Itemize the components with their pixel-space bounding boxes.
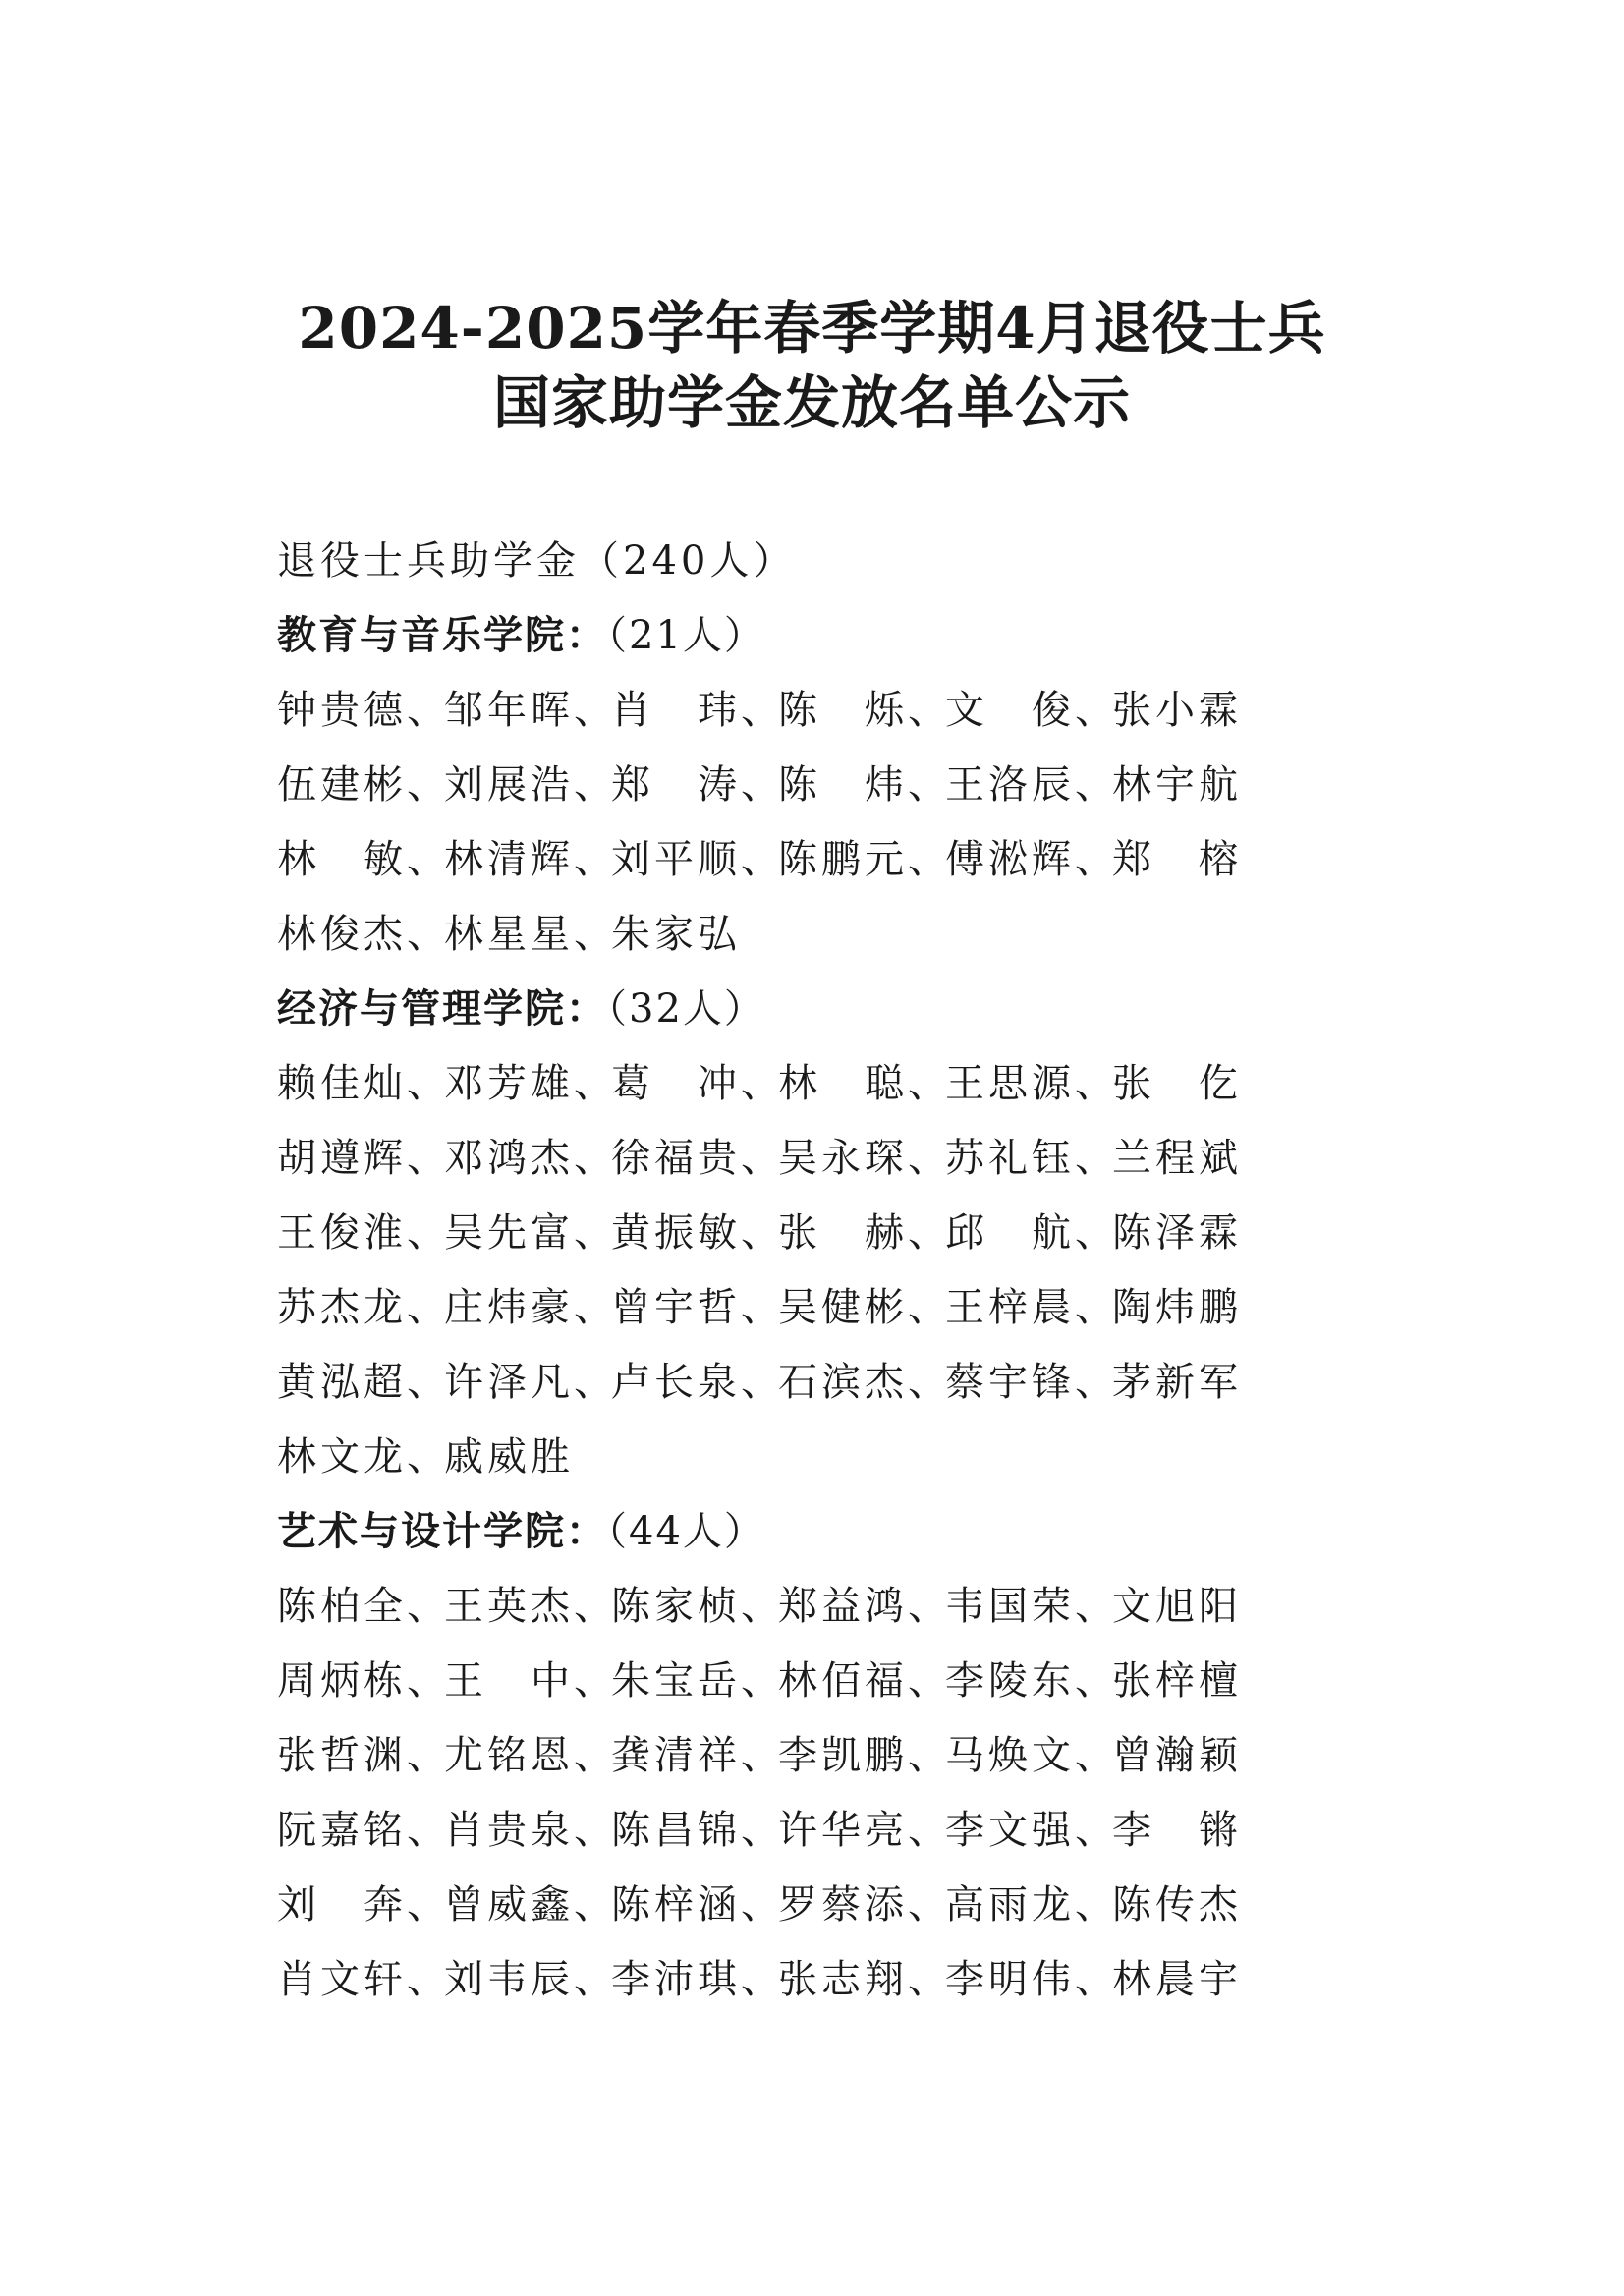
student-name: 刘 奔: [277, 1882, 407, 1928]
student-name: 兰程斌: [1112, 1136, 1242, 1181]
student-name: 王洛辰: [945, 762, 1075, 808]
name-separator: 、: [574, 1285, 617, 1330]
student-name: 林俊杰: [277, 912, 407, 957]
student-name: 陈传杰: [1112, 1882, 1242, 1928]
name-separator: 、: [908, 1136, 951, 1181]
name-entry: [277, 1270, 450, 1345]
student-name: 曾瀚颖: [1112, 1733, 1242, 1778]
name-entry: [277, 1569, 450, 1644]
name-entry: [1112, 1644, 1279, 1718]
name-entry: [1112, 1718, 1279, 1793]
name-entry: [1112, 1270, 1279, 1345]
name-separator: 、: [407, 1658, 450, 1704]
name-separator: 、: [1075, 1210, 1118, 1256]
name-separator: 、: [741, 1210, 784, 1256]
student-name: 郑益鸿: [778, 1584, 908, 1629]
name-entry: [1112, 1345, 1279, 1420]
student-name: 李文强: [945, 1808, 1075, 1853]
name-entry: [778, 1345, 951, 1420]
name-entry: [778, 1718, 951, 1793]
name-entry: [1112, 1868, 1279, 1942]
student-name: 许华亮: [778, 1808, 908, 1853]
name-separator: 、: [741, 1733, 784, 1778]
name-entry: [611, 1569, 784, 1644]
student-name: 陈昌锦: [611, 1808, 741, 1853]
name-entry: [945, 1718, 1118, 1793]
student-name: 林文龙: [277, 1434, 407, 1480]
name-separator: 、: [1075, 1285, 1118, 1330]
name-separator: 、: [574, 1061, 617, 1106]
student-name: 陈鹏元: [778, 837, 908, 882]
student-name: 李沛琪: [611, 1957, 741, 2002]
name-entry: [444, 1868, 617, 1942]
student-name: 刘平顺: [611, 837, 741, 882]
name-entry: [778, 1270, 951, 1345]
name-separator: 、: [1075, 1808, 1118, 1853]
student-name: 罗蔡添: [778, 1882, 908, 1928]
student-name: 肖文轩: [277, 1957, 407, 2002]
name-separator: 、: [407, 1733, 450, 1778]
name-entry: [277, 822, 450, 897]
name-separator: 、: [574, 762, 617, 808]
name-separator: 、: [741, 1360, 784, 1405]
name-entry: [1112, 748, 1279, 822]
name-separator: 、: [407, 1285, 450, 1330]
student-name: 高雨龙: [945, 1882, 1075, 1928]
student-name: 林 敏: [277, 837, 407, 882]
student-name: 李陵东: [945, 1658, 1075, 1704]
student-name: 王英杰: [444, 1584, 574, 1629]
name-separator: 、: [574, 1360, 617, 1405]
name-entry: [778, 748, 951, 822]
name-entry: [611, 1345, 784, 1420]
student-name: 徐福贵: [611, 1136, 741, 1181]
name-separator: 、: [741, 1658, 784, 1704]
student-name: 卢长泉: [611, 1360, 741, 1405]
student-name: 赖佳灿: [277, 1061, 407, 1106]
document-body: [277, 524, 1279, 2017]
name-entry: [611, 1270, 784, 1345]
student-name: 林晨宇: [1112, 1957, 1242, 2002]
name-entry: [277, 1718, 450, 1793]
student-name: 林星星: [444, 912, 574, 957]
student-name: 林宇航: [1112, 762, 1242, 808]
name-entry: [277, 1121, 450, 1196]
name-separator: 、: [1075, 1658, 1118, 1704]
name-separator: 、: [407, 837, 450, 882]
student-name: 钟贵德: [277, 688, 407, 733]
name-separator: 、: [1075, 1136, 1118, 1181]
name-entry: [444, 1569, 617, 1644]
name-entry: [277, 1046, 450, 1121]
name-separator: 、: [908, 1285, 951, 1330]
name-separator: 、: [1075, 1882, 1118, 1928]
name-separator: 、: [574, 1808, 617, 1853]
name-entry: [778, 1644, 951, 1718]
name-entry: [277, 1196, 450, 1270]
name-separator: 、: [908, 1882, 951, 1928]
name-separator: 、: [574, 1733, 617, 1778]
name-entry: [277, 1644, 450, 1718]
student-name: 王思源: [945, 1061, 1075, 1106]
student-name: 李明伟: [945, 1957, 1075, 2002]
name-entry: [444, 1644, 617, 1718]
name-entry: [444, 1345, 617, 1420]
name-entry: [444, 822, 617, 897]
name-entry: [611, 748, 784, 822]
name-separator: 、: [908, 1808, 951, 1853]
student-name: 吴永琛: [778, 1136, 908, 1181]
name-entry: [444, 1718, 617, 1793]
student-name: 苏礼钰: [945, 1136, 1075, 1181]
student-name: 肖贵泉: [444, 1808, 574, 1853]
name-separator: 、: [1075, 1957, 1118, 2002]
name-entry: [444, 897, 617, 972]
name-entry: [1112, 673, 1279, 748]
student-name: 林清辉: [444, 837, 574, 882]
name-entry: [611, 897, 778, 972]
name-entry: [945, 1121, 1118, 1196]
student-name: 刘韦辰: [444, 1957, 574, 2002]
summary-line: 退役士兵助学金（240人）: [277, 538, 797, 584]
name-entry: [945, 1270, 1118, 1345]
student-name: 邱 航: [945, 1210, 1075, 1256]
name-entry: [945, 822, 1118, 897]
name-entry: [945, 1644, 1118, 1718]
name-separator: 、: [1075, 1733, 1118, 1778]
student-name: 陶炜鹏: [1112, 1285, 1242, 1330]
student-name: 文旭阳: [1112, 1584, 1242, 1629]
student-name: 傅淞辉: [945, 837, 1075, 882]
student-name: 蔡宇锋: [945, 1360, 1075, 1405]
name-separator: 、: [908, 1360, 951, 1405]
name-separator: 、: [407, 688, 450, 733]
student-name: 张 赫: [778, 1210, 908, 1256]
student-name: 黄泓超: [277, 1360, 407, 1405]
name-entry: [277, 1793, 450, 1868]
name-entry: [1112, 1793, 1279, 1868]
name-entry: [611, 1793, 784, 1868]
name-entry: [945, 1569, 1118, 1644]
student-name: 王 中: [444, 1658, 574, 1704]
student-name: 文 俊: [945, 688, 1075, 733]
name-separator: 、: [1075, 762, 1118, 808]
student-name: 陈家桢: [611, 1584, 741, 1629]
name-separator: 、: [574, 1882, 617, 1928]
name-separator: 、: [1075, 688, 1118, 733]
name-entry: [444, 1196, 617, 1270]
student-name: 陈梓涵: [611, 1882, 741, 1928]
student-name: 张梓檀: [1112, 1658, 1242, 1704]
student-name: 尤铭恩: [444, 1733, 574, 1778]
name-entry: [444, 1420, 611, 1494]
name-entry: [778, 1569, 951, 1644]
student-name: 刘展浩: [444, 762, 574, 808]
name-entry: [1112, 1121, 1279, 1196]
name-entry: [1112, 822, 1279, 897]
student-name: 李凯鹏: [778, 1733, 908, 1778]
name-separator: 、: [574, 912, 617, 957]
name-separator: 、: [1075, 1061, 1118, 1106]
name-entry: [444, 673, 617, 748]
name-separator: 、: [741, 1808, 784, 1853]
student-name: 许泽凡: [444, 1360, 574, 1405]
name-entry: [611, 1121, 784, 1196]
name-separator: 、: [407, 1882, 450, 1928]
name-separator: 、: [407, 1808, 450, 1853]
name-entry: [945, 1868, 1118, 1942]
name-separator: 、: [741, 762, 784, 808]
name-separator: 、: [407, 1061, 450, 1106]
name-entry: [945, 1793, 1118, 1868]
student-name: 阮嘉铭: [277, 1808, 407, 1853]
name-entry: [611, 1942, 784, 2017]
name-entry: [945, 1345, 1118, 1420]
name-separator: 、: [908, 1957, 951, 2002]
name-separator: 、: [407, 1957, 450, 2002]
name-separator: 、: [741, 837, 784, 882]
name-separator: 、: [741, 1285, 784, 1330]
name-list: [277, 673, 1279, 972]
name-entry: [611, 1868, 784, 1942]
student-name: 曾威鑫: [444, 1882, 574, 1928]
student-name: 郑 涛: [611, 762, 741, 808]
name-entry: [1112, 1942, 1279, 2017]
name-list: [277, 1569, 1279, 2017]
name-entry: [778, 1793, 951, 1868]
name-entry: [945, 1942, 1118, 2017]
student-name: 石滨杰: [778, 1360, 908, 1405]
name-separator: 、: [574, 1136, 617, 1181]
name-entry: [277, 897, 450, 972]
student-name: 陈 烁: [778, 688, 908, 733]
name-entry: [611, 673, 784, 748]
document-title-line2: 国家助学金发放名单公示: [492, 369, 1131, 436]
name-entry: [945, 673, 1118, 748]
name-list: [277, 1046, 1279, 1494]
name-separator: 、: [741, 1957, 784, 2002]
student-name: 庄炜豪: [444, 1285, 574, 1330]
student-name: 胡遵辉: [277, 1136, 407, 1181]
name-entry: [778, 822, 951, 897]
student-name: 茅新军: [1112, 1360, 1242, 1405]
student-name: 邹年晖: [444, 688, 574, 733]
college-sections: [277, 598, 1279, 2017]
student-name: 伍建彬: [277, 762, 407, 808]
name-separator: 、: [574, 688, 617, 733]
name-entry: [945, 1196, 1118, 1270]
name-entry: [778, 1868, 951, 1942]
name-entry: [444, 1046, 617, 1121]
student-name: 吴先富: [444, 1210, 574, 1256]
section-count: （21人）: [607, 613, 765, 658]
student-name: 马焕文: [945, 1733, 1075, 1778]
name-separator: 、: [1075, 1584, 1118, 1629]
name-entry: [611, 822, 784, 897]
name-entry: [444, 748, 617, 822]
name-entry: [277, 1942, 450, 2017]
name-separator: 、: [741, 1882, 784, 1928]
student-name: 林佰福: [778, 1658, 908, 1704]
student-name: 邓芳雄: [444, 1061, 574, 1106]
student-name: 李 锵: [1112, 1808, 1242, 1853]
student-name: 葛 冲: [611, 1061, 741, 1106]
student-name: 陈 炜: [778, 762, 908, 808]
name-separator: 、: [741, 1584, 784, 1629]
student-name: 郑 榕: [1112, 837, 1242, 882]
section-heading: [277, 972, 1279, 1046]
student-name: 周炳栋: [277, 1658, 407, 1704]
student-name: 王梓晨: [945, 1285, 1075, 1330]
name-entry: [778, 1046, 951, 1121]
student-name: 戚威胜: [444, 1434, 574, 1480]
name-entry: [611, 1644, 784, 1718]
section-count: （32人）: [607, 986, 765, 1032]
student-name: 张志翔: [778, 1957, 908, 2002]
section-college-name: 经济与管理学院：: [277, 985, 607, 1032]
student-name: 陈柏全: [277, 1584, 407, 1629]
name-separator: 、: [407, 1210, 450, 1256]
name-entry: [277, 1420, 450, 1494]
name-separator: 、: [1075, 837, 1118, 882]
student-name: 黄振敏: [611, 1210, 741, 1256]
name-separator: 、: [908, 1733, 951, 1778]
name-separator: 、: [908, 1061, 951, 1106]
name-entry: [611, 1196, 784, 1270]
name-separator: 、: [741, 688, 784, 733]
document-title-line1: 2024-2025学年春季学期4月退役士兵: [298, 295, 1326, 362]
name-entry: [1112, 1046, 1279, 1121]
student-name: 朱家弘: [611, 912, 741, 957]
name-separator: 、: [741, 1061, 784, 1106]
student-name: 王俊淮: [277, 1210, 407, 1256]
name-separator: 、: [908, 1658, 951, 1704]
student-name: 曾宇哲: [611, 1285, 741, 1330]
name-entry: [778, 1196, 951, 1270]
name-entry: [444, 1793, 617, 1868]
student-name: 吴健彬: [778, 1285, 908, 1330]
student-name: 陈泽霖: [1112, 1210, 1242, 1256]
name-separator: 、: [574, 1957, 617, 2002]
name-entry: [277, 1868, 450, 1942]
name-entry: [1112, 1196, 1279, 1270]
name-separator: 、: [908, 837, 951, 882]
name-entry: [444, 1942, 617, 2017]
name-separator: 、: [908, 688, 951, 733]
student-name: 苏杰龙: [277, 1285, 407, 1330]
name-entry: [444, 1121, 617, 1196]
name-separator: 、: [741, 1136, 784, 1181]
name-separator: 、: [407, 1360, 450, 1405]
name-separator: 、: [407, 1136, 450, 1181]
student-name: 肖 玮: [611, 688, 741, 733]
name-entry: [444, 1270, 617, 1345]
name-separator: 、: [407, 762, 450, 808]
student-name: 朱宝岳: [611, 1658, 741, 1704]
student-name: 龚清祥: [611, 1733, 741, 1778]
name-separator: 、: [908, 1210, 951, 1256]
section-heading: [277, 598, 1279, 673]
student-name: 张 仡: [1112, 1061, 1242, 1106]
name-entry: [1112, 1569, 1279, 1644]
name-entry: [277, 748, 450, 822]
name-entry: [611, 1718, 784, 1793]
student-name: 韦国荣: [945, 1584, 1075, 1629]
name-separator: 、: [574, 1210, 617, 1256]
name-entry: [945, 748, 1118, 822]
name-entry: [778, 673, 951, 748]
student-name: 张哲渊: [277, 1733, 407, 1778]
section-college-name: 艺术与设计学院：: [277, 1508, 607, 1554]
section-heading: [277, 1494, 1279, 1569]
name-entry: [277, 673, 450, 748]
name-separator: 、: [574, 1584, 617, 1629]
name-entry: [778, 1121, 951, 1196]
student-name: 张小霖: [1112, 688, 1242, 733]
name-separator: 、: [574, 1658, 617, 1704]
name-entry: [277, 1345, 450, 1420]
name-entry: [778, 1942, 951, 2017]
name-separator: 、: [1075, 1360, 1118, 1405]
student-name: 邓鸿杰: [444, 1136, 574, 1181]
name-separator: 、: [407, 912, 450, 957]
section-count: （44人）: [607, 1509, 765, 1554]
name-separator: 、: [908, 1584, 951, 1629]
name-separator: 、: [574, 837, 617, 882]
name-separator: 、: [407, 1434, 450, 1480]
name-separator: 、: [407, 1584, 450, 1629]
student-name: 林 聪: [778, 1061, 908, 1106]
name-entry: [611, 1046, 784, 1121]
name-separator: 、: [908, 762, 951, 808]
section-college-name: 教育与音乐学院：: [277, 612, 607, 658]
name-entry: [945, 1046, 1118, 1121]
